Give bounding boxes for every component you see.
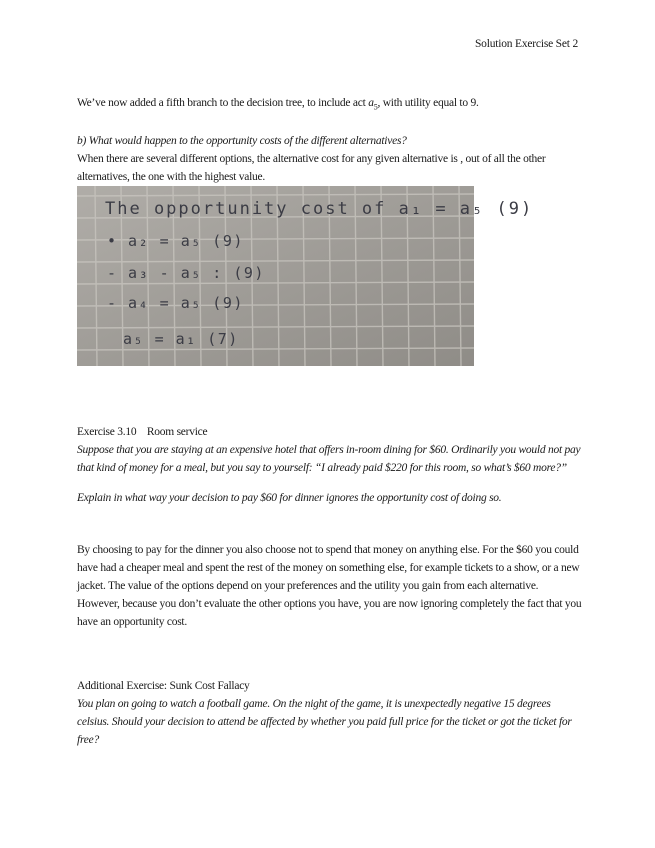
additional-exercise-heading: Additional Exercise: Sunk Cost Fallacy bbox=[77, 680, 250, 692]
handwritten-line-3: - a₄ = a₅ (9) bbox=[107, 294, 244, 312]
handwritten-title: The opportunity cost of a₁ = a₅ (9) bbox=[105, 199, 534, 219]
handwritten-notes-photo bbox=[77, 186, 534, 366]
handwritten-line-4: a₅ = a₁ (7) bbox=[123, 330, 239, 348]
intro-text-before: We’ve now added a fifth branch to the decision tree, to include act bbox=[77, 97, 369, 109]
handwritten-line-1: • a₂ = a₅ (9) bbox=[107, 232, 244, 250]
act-subscript: 5 bbox=[373, 102, 378, 112]
exercise-3-10-prompt: Suppose that you are staying at an expensive hotel that offers in-room dining for $60. Ordinarily you would not pay that kind of money for a meal, but you say to yourself: “I already paid $220 for this room, so what’s $60 more?” bbox=[77, 444, 581, 474]
question-b-answer: When there are several different options, the alternative cost for any given alternative is , out of all the other alternatives, the one with the highest value. bbox=[77, 153, 546, 183]
page-header: Solution Exercise Set 2 bbox=[474, 38, 578, 50]
intro-paragraph bbox=[77, 94, 582, 116]
exercise-3-10-answer: By choosing to pay for the dinner you also choose not to spend that money on anything else. For the $60 you could have had a cheaper meal and spent the rest of the money on something else, for example tickets to a show, or a new jacket. The value of the options depend on your preferences and the utility you gain from each alternative. However, because you don’t evaluate the other options you have, you are now ignoring completely the fact that you have an opportunity cost. bbox=[77, 544, 582, 628]
question-b-prompt: b) What would happen to the opportunity costs of the different alternatives? bbox=[77, 135, 407, 147]
exercise-3-10-heading: Exercise 3.10 Room service bbox=[77, 426, 208, 438]
exercise-3-10-question: Explain in what way your decision to pay $60 for dinner ignores the opportunity cost of doing so. bbox=[77, 492, 502, 504]
act-symbol: $a_5$ bbox=[368, 97, 378, 112]
intro-text-after: , with utility equal to 9. bbox=[377, 97, 479, 109]
handwritten-line-2: - a₃ - a₅ : (9) bbox=[107, 264, 265, 282]
additional-exercise-prompt: You plan on going to watch a football game. On the night of the game, it is unexpectedly negative 15 degrees celsius. Should your decision to attend be affected by whether you paid full price for the ticket or got the ticket for free? bbox=[77, 698, 572, 746]
